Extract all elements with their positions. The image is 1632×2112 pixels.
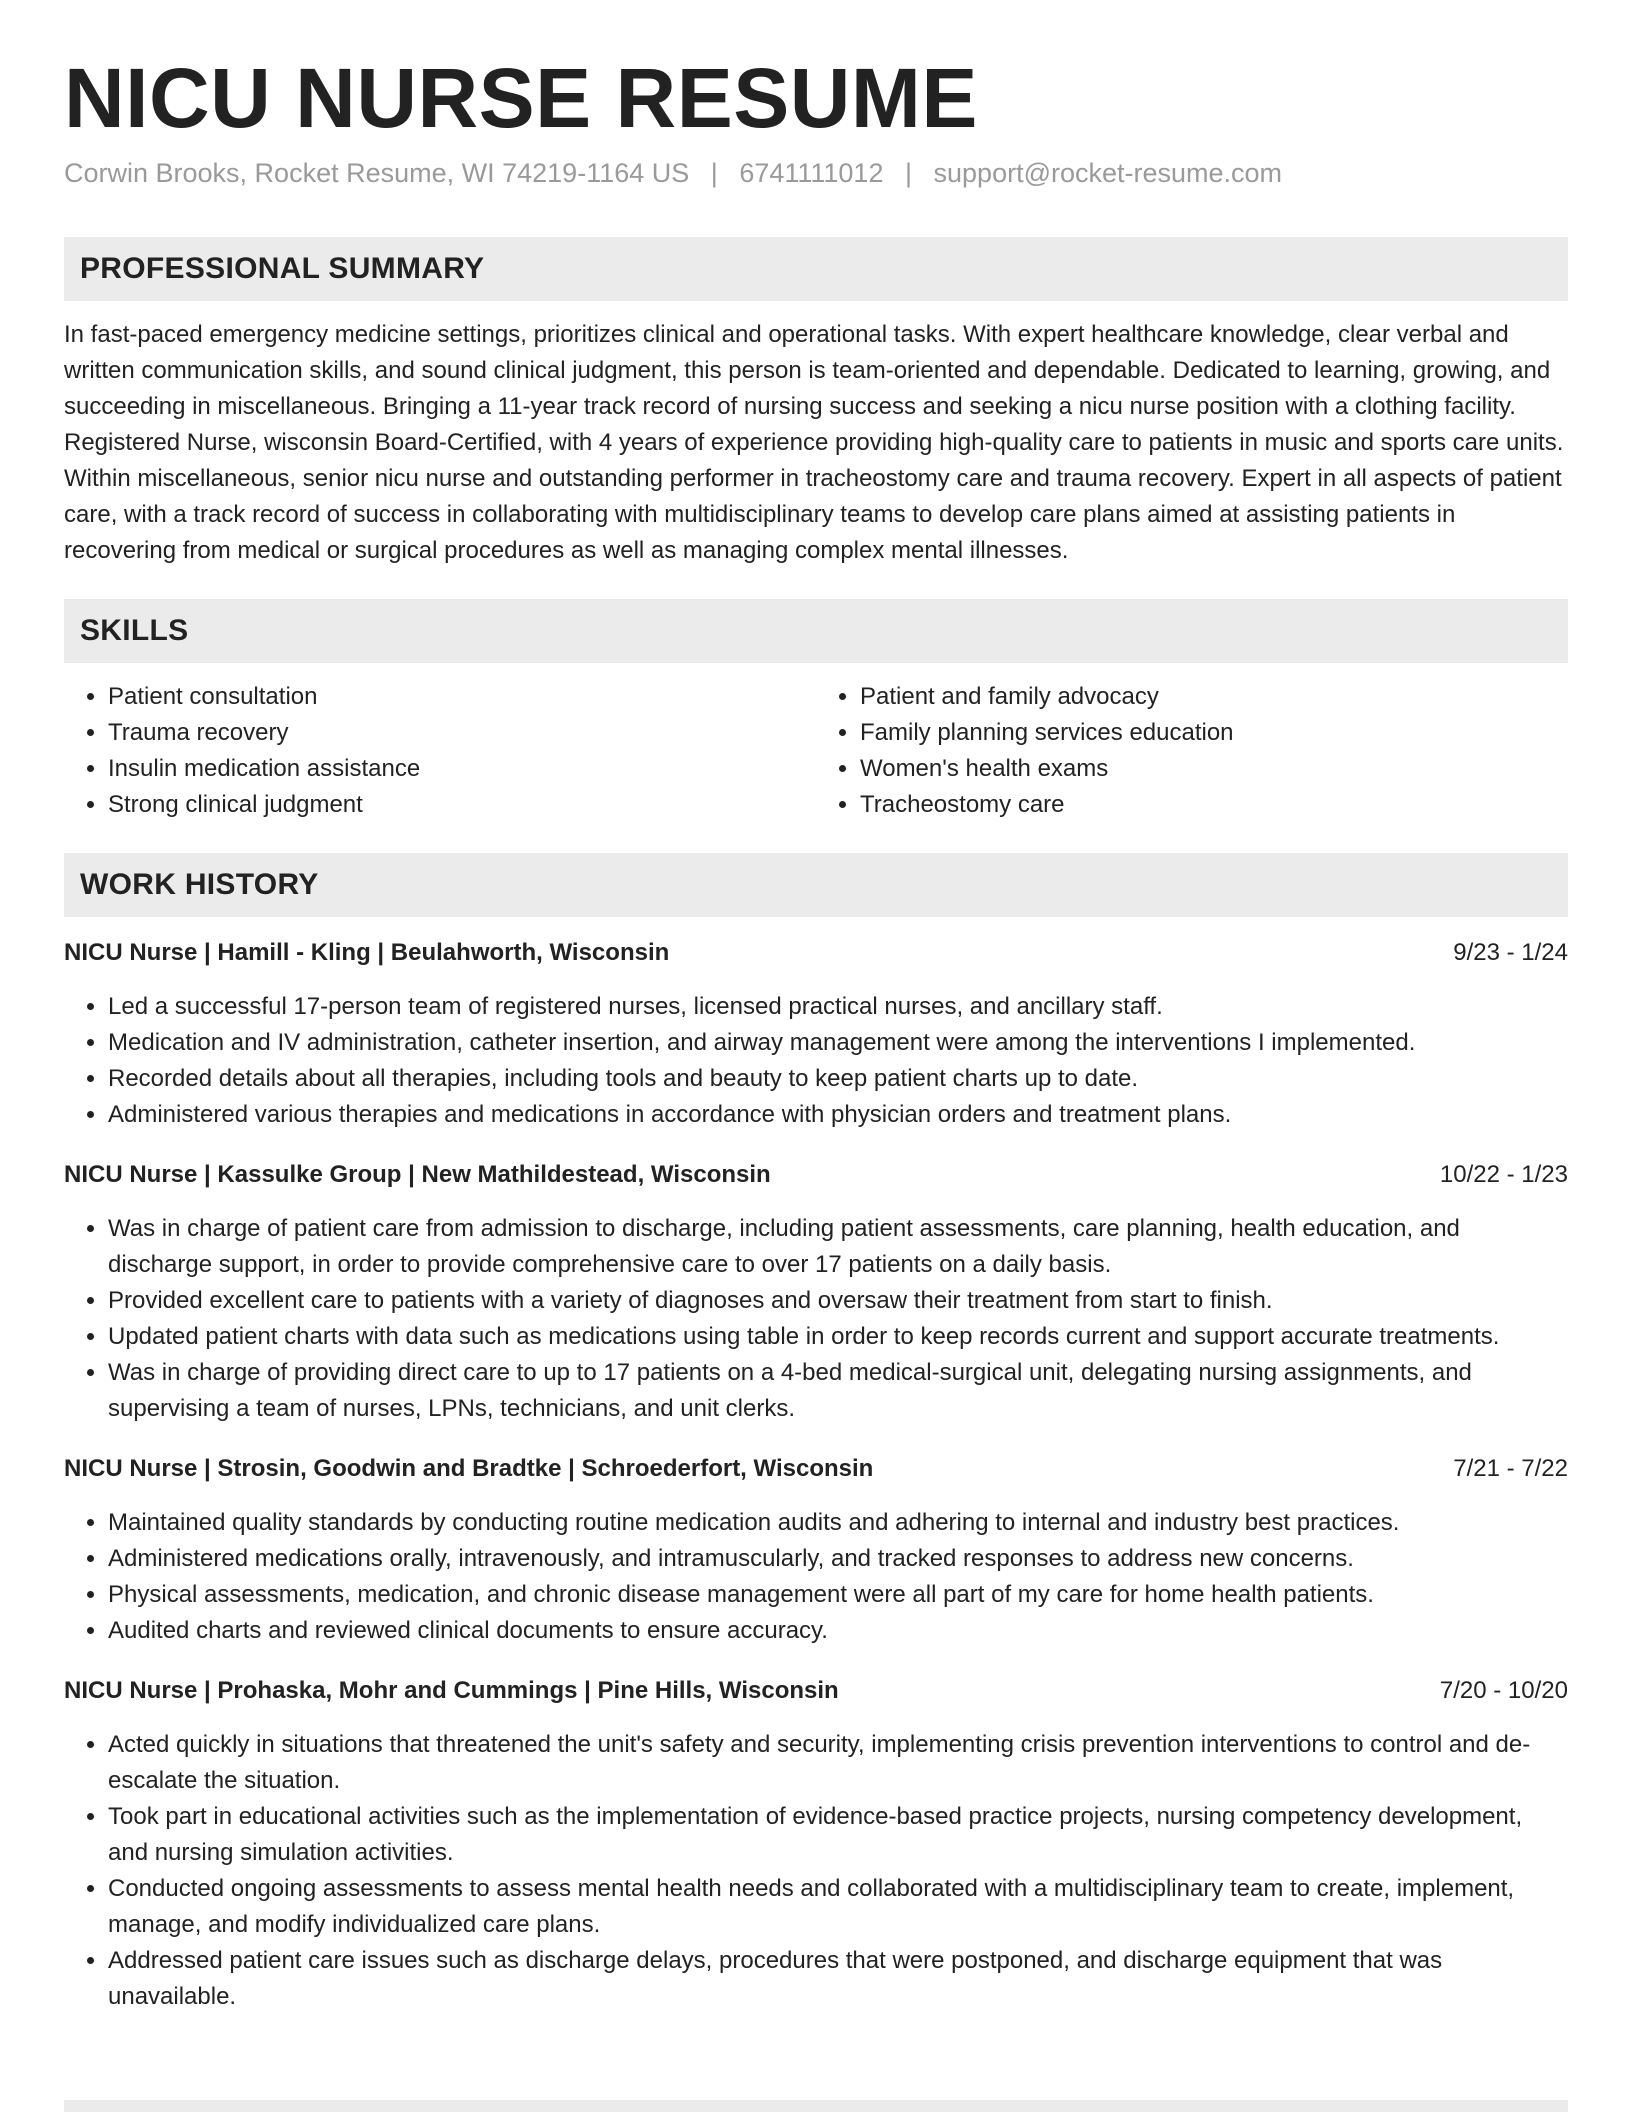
skills-column-right bbox=[816, 679, 1568, 823]
next-section-heading-band bbox=[64, 2100, 1568, 2112]
job-title: NICU Nurse | Hamill - Kling | Beulahworth, Wisconsin bbox=[64, 939, 670, 967]
job-entry bbox=[64, 935, 1568, 1133]
job-title: NICU Nurse | Kassulke Group | New Mathildestead, Wisconsin bbox=[64, 1161, 771, 1189]
skills-column-left bbox=[64, 679, 816, 823]
job-bullets bbox=[64, 989, 1568, 1133]
job-bullet: • Was in charge of providing direct care to up to 17 patients on a 4-bed medical-surgical unit, delegating nursing assignments, and supervising a team of nurses, LPNs, technicians, and unit clerks. bbox=[108, 1355, 1568, 1427]
skill-item: • Family planning services education bbox=[860, 715, 1568, 751]
job-bullet: • Led a successful 17-person team of registered nurses, licensed practical nurses, and ancillary staff. bbox=[108, 989, 1568, 1025]
section-heading-skills: SKILLS bbox=[64, 599, 1568, 663]
job-dates: 7/21 - 7/22 bbox=[1453, 1455, 1568, 1483]
job-header bbox=[64, 935, 1568, 971]
job-bullet: • Maintained quality standards by conducting routine medication audits and adhering to internal and industry best practices. bbox=[108, 1505, 1568, 1541]
job-dates: 7/20 - 10/20 bbox=[1439, 1677, 1568, 1705]
job-bullet: • Was in charge of patient care from admission to discharge, including patient assessments, care planning, health education, and discharge support, in order to provide comprehensive care to over 17 patients on a daily basis. bbox=[108, 1211, 1568, 1283]
resume-title: NICU NURSE RESUME bbox=[64, 51, 978, 145]
skill-item: • Patient and family advocacy bbox=[860, 679, 1568, 715]
job-entry bbox=[64, 1451, 1568, 1649]
section-heading-summary: PROFESSIONAL SUMMARY bbox=[64, 237, 1568, 301]
skills-list bbox=[64, 679, 1568, 823]
job-bullets bbox=[64, 1211, 1568, 1427]
contact-phone: 6741111012 bbox=[739, 158, 884, 189]
job-bullets bbox=[64, 1505, 1568, 1649]
skill-item: • Tracheostomy care bbox=[860, 787, 1568, 823]
contact-separator: | bbox=[904, 158, 912, 189]
job-bullet: • Recorded details about all therapies, including tools and beauty to keep patient charts up to date. bbox=[108, 1061, 1568, 1097]
job-entry bbox=[64, 1157, 1568, 1427]
job-bullet: • Medication and IV administration, catheter insertion, and airway management were among the interventions I implemented. bbox=[108, 1025, 1568, 1061]
skill-item: • Patient consultation bbox=[108, 679, 816, 715]
job-header bbox=[64, 1157, 1568, 1193]
job-bullet: • Administered various therapies and medications in accordance with physician orders and treatment plans. bbox=[108, 1097, 1568, 1133]
contact-line bbox=[64, 158, 1568, 189]
job-entry bbox=[64, 1673, 1568, 2015]
contact-separator: | bbox=[710, 158, 718, 189]
job-title: NICU Nurse | Strosin, Goodwin and Bradtke | Schroederfort, Wisconsin bbox=[64, 1455, 874, 1483]
job-bullet: • Physical assessments, medication, and chronic disease management were all part of my care for home health patients. bbox=[108, 1577, 1568, 1613]
job-bullet: • Administered medications orally, intravenously, and intramuscularly, and tracked responses to address new concerns. bbox=[108, 1541, 1568, 1577]
job-header bbox=[64, 1451, 1568, 1487]
job-title: NICU Nurse | Prohaska, Mohr and Cummings | Pine Hills, Wisconsin bbox=[64, 1677, 839, 1705]
section-heading-work-history: WORK HISTORY bbox=[64, 853, 1568, 917]
job-dates: 10/22 - 1/23 bbox=[1439, 1161, 1568, 1189]
job-bullet: • Acted quickly in situations that threatened the unit's safety and security, implementing crisis prevention interventions to control and de-escalate the situation. bbox=[108, 1727, 1568, 1799]
skill-item: • Trauma recovery bbox=[108, 715, 816, 751]
job-bullets bbox=[64, 1727, 1568, 2015]
job-bullet: • Took part in educational activities such as the implementation of evidence-based practice projects, nursing competency development, and nursing simulation activities. bbox=[108, 1799, 1568, 1871]
skill-item: • Insulin medication assistance bbox=[108, 751, 816, 787]
skill-item: • Strong clinical judgment bbox=[108, 787, 816, 823]
job-bullet: • Conducted ongoing assessments to assess mental health needs and collaborated with a multidisciplinary team to create, implement, manage, and modify individualized care plans. bbox=[108, 1871, 1568, 1943]
summary-text: In fast-paced emergency medicine settings, prioritizes clinical and operational tasks. With expert healthcare knowledge, clear verbal and written communication skills, and sound clinical judgment, this person is team-oriented and dependable. Dedicated to learning, growing, and succeeding in miscellaneous. Bringing a 11-year track record of nursing success and seeking a nicu nurse position with a clothing facility. Registered Nurse, wisconsin Board-Certified, with 4 years of experience providing high-quality care to patients in music and sports care units. Within miscellaneous, senior nicu nurse and outstanding performer in tracheostomy care and trauma recovery. Expert in all aspects of patient care, with a track record of success in collaborating with multidisciplinary teams to develop care plans aimed at assisting patients in recovering from medical or surgical procedures as well as managing complex mental illnesses. bbox=[64, 321, 1564, 565]
job-dates: 9/23 - 1/24 bbox=[1453, 939, 1568, 967]
skill-item: • Women's health exams bbox=[860, 751, 1568, 787]
contact-address: Corwin Brooks, Rocket Resume, WI 74219-1164 US bbox=[64, 158, 690, 189]
job-bullet: • Provided excellent care to patients with a variety of diagnoses and oversaw their treatment from start to finish. bbox=[108, 1283, 1568, 1319]
job-header bbox=[64, 1673, 1568, 1709]
job-bullet: • Audited charts and reviewed clinical documents to ensure accuracy. bbox=[108, 1613, 1568, 1649]
job-bullet: • Addressed patient care issues such as discharge delays, procedures that were postponed, and discharge equipment that was unavailable. bbox=[108, 1943, 1568, 2015]
job-bullet: • Updated patient charts with data such as medications using table in order to keep records current and support accurate treatments. bbox=[108, 1319, 1568, 1355]
contact-email: support@rocket-resume.com bbox=[933, 158, 1283, 189]
